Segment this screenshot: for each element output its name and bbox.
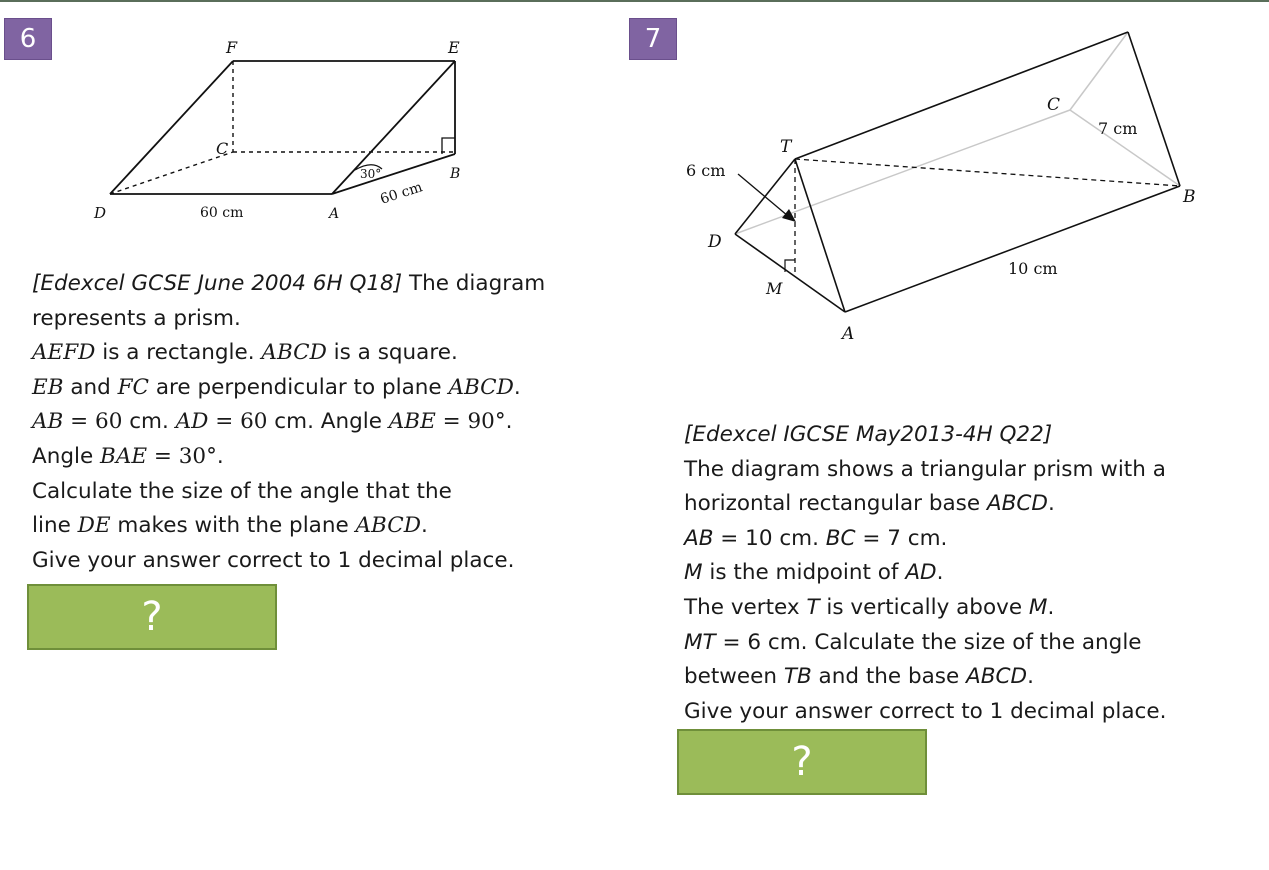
- label-mt-length: 6 cm: [686, 161, 726, 180]
- arrow-line: [738, 174, 788, 216]
- label-c: C: [216, 139, 229, 158]
- label-angle: 30°: [360, 167, 382, 181]
- question-7-prism-diagram: [680, 24, 1220, 354]
- question-6-text: [Edexcel GCSE June 2004 6H Q18] The diagram represents a prism. AEFD is a rectangle. ABCD is a square. EB and FC are perpendicular to plane ABCD. AB = 60 cm. AD = 60 cm. Angle ABE = 90°. Angle BAE = 30°. Calculate the size of the angle that the line DE makes with the plane ABCD. Give your answer correct to 1 decimal place.: [32, 271, 546, 573]
- label-cb-length: 7 cm: [1098, 119, 1138, 138]
- label-b: B: [450, 166, 461, 182]
- arrow-head: [782, 209, 796, 222]
- label-b: B: [1183, 187, 1196, 207]
- question-source: [Edexcel IGCSE May2013-4H Q22]: [684, 422, 1053, 447]
- question-6-prism-diagram: [80, 28, 500, 238]
- edge-fd: [110, 61, 233, 194]
- question-7-answer-button[interactable]: ?: [677, 729, 927, 795]
- question-source: [Edexcel GCSE June 2004 6H Q18]: [32, 271, 403, 296]
- label-ab-length: 60 cm: [378, 179, 425, 208]
- label-f: F: [226, 38, 238, 57]
- edge-ridge: [795, 32, 1128, 159]
- label-d: D: [708, 232, 722, 252]
- question-6-answer-button[interactable]: ?: [27, 584, 277, 650]
- label-a: A: [329, 206, 340, 222]
- question-7-number: 7: [629, 18, 677, 60]
- label-c: C: [1047, 95, 1061, 115]
- edge-ridge-b: [1128, 32, 1180, 186]
- question-6-number: 6: [4, 18, 52, 60]
- edge-ab: [845, 186, 1180, 312]
- label-d: D: [94, 204, 107, 222]
- edge-da: [735, 234, 845, 312]
- label-ad-length: 60 cm: [200, 205, 244, 221]
- line-tb: [795, 159, 1180, 186]
- label-t: T: [780, 137, 792, 157]
- label-ab-length: 10 cm: [1008, 259, 1058, 278]
- top-border: [0, 0, 1269, 2]
- label-e: E: [448, 38, 460, 57]
- label-m: M: [766, 279, 783, 298]
- edge-ta: [795, 159, 845, 312]
- label-a: A: [842, 324, 855, 344]
- question-7-text: [Edexcel IGCSE May2013-4H Q22] The diagram shows a triangular prism with a horizontal rectangular base ABCD. AB = 10 cm. BC = 7 cm. M is the midpoint of AD. The vertex T is vertically above M. MT = 6 cm. Calculate the size of the angle between TB and the base ABCD. Give your answer correct to 1 decimal place.: [684, 422, 1167, 724]
